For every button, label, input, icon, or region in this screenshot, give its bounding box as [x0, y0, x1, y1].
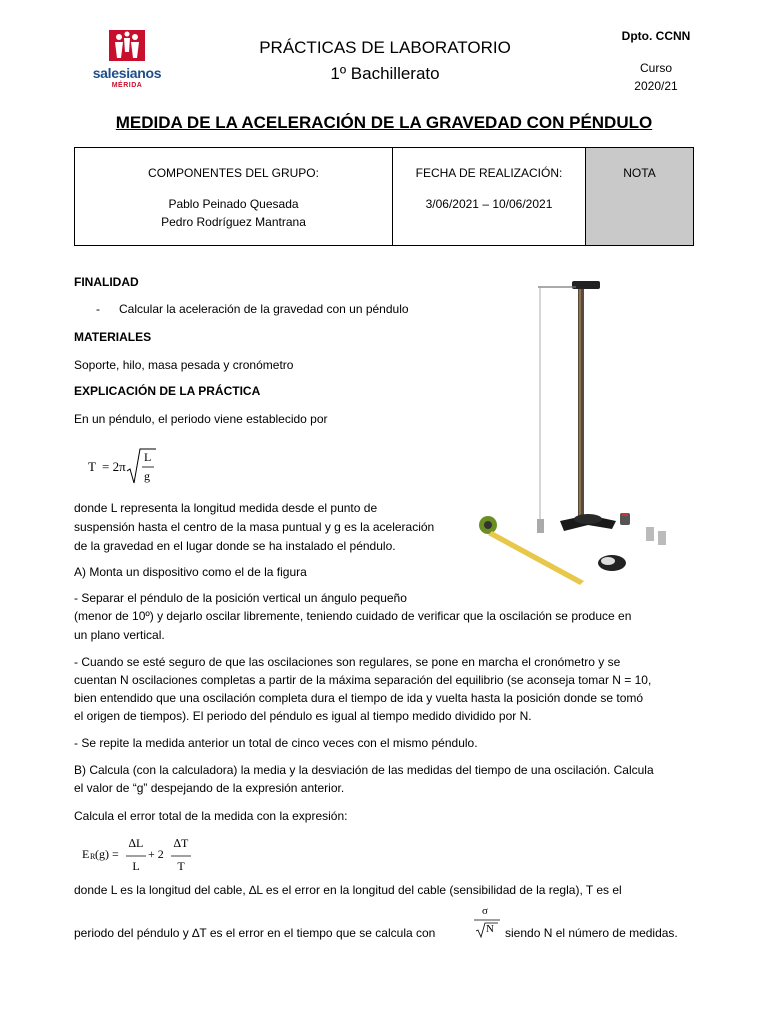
definition-line: donde L representa la longitud medida desde el punto de [74, 501, 378, 515]
members-cell [75, 148, 393, 245]
fraction-numerator: ∆L [128, 836, 144, 850]
date-cell [393, 148, 586, 245]
logo-wordmark: salesianos [92, 65, 162, 81]
fraction-denominator: T [177, 859, 185, 873]
date-header: FECHA DE REALIZACIÓN: [415, 166, 563, 180]
logo-city: MÉRIDA [111, 82, 143, 89]
fraction-numerator: ∆T [173, 836, 189, 850]
formula-subscript: R [90, 852, 96, 861]
formula-symbol: T [88, 459, 96, 474]
grade-header: NOTA [623, 166, 656, 180]
explanation-heading: EXPLICACIÓN DE LA PRÁCTICA [74, 384, 261, 398]
step-a-line: el origen de tiempos). El periodo del péndulo es igual al tiempo medido dividido por N. [74, 709, 532, 723]
step-b-line: B) Calcula (con la calculadora) la media y la desviación de las medidas del tiempo de una oscilación. Calcula [74, 763, 654, 777]
definition-line: suspensión hasta el centro de la masa puntual y g es la aceleración [74, 520, 435, 534]
step-a-line: un plano vertical. [74, 628, 165, 642]
sigma-formula [472, 905, 504, 939]
definition-line: de la gravedad en el lugar donde se ha instalado el péndulo. [74, 539, 396, 553]
step-a-line: - Separar el péndulo de la posición vertical un ángulo pequeño [74, 591, 407, 605]
materials-text: Soporte, hilo, masa pesada y cronómetro [74, 358, 294, 372]
square-root-sign [126, 447, 156, 487]
fraction-numerator: σ [482, 905, 488, 917]
formula-numerator: L [144, 450, 152, 464]
course-year: 2020/21 [634, 79, 678, 93]
explanation-intro: En un péndulo, el periodo viene establecido por [74, 412, 328, 426]
purpose-bullet: Calcular la aceleración de la gravedad con un péndulo [119, 302, 409, 316]
formula-argument: (g) = [95, 847, 119, 861]
error-definition: donde L es la longitud del cable, ∆L es el error en la longitud del cable (sensibilidad de la regla), T es el [74, 883, 622, 897]
grade-cell[interactable] [586, 148, 693, 245]
header-level: 1º Bachillerato [330, 64, 440, 83]
period-formula [88, 447, 168, 487]
formula-denominator: g [144, 469, 150, 483]
step-a-heading: A) Monta un dispositivo como el de la figura [74, 565, 307, 579]
members-header: COMPONENTES DEL GRUPO: [148, 166, 319, 180]
materials-heading: MATERIALES [74, 330, 152, 344]
purpose-heading: FINALIDAD [74, 275, 139, 289]
step-a-line: - Cuando se esté seguro de que las oscilaciones son regulares, se pone en marcha el cronómetro y se [74, 655, 621, 669]
step-b-line: el valor de “g” despejando de la expresión anterior. [74, 781, 345, 795]
step-a-line: cuentan N oscilaciones completas a partir de la máxima separación del equilibrio (se aconseja tomar N = 10, [74, 673, 652, 687]
member-name: Pedro Rodríguez Mantrana [161, 215, 306, 229]
step-a-line: - Se repite la medida anterior un total de cinco veces con el mismo péndulo. [74, 736, 478, 750]
bullet-dash: - [96, 302, 100, 316]
department-label: Dpto. CCNN [621, 29, 691, 43]
formula-symbol: E [82, 847, 90, 861]
course-label: Curso [639, 61, 672, 75]
fraction-denominator: N [486, 923, 494, 935]
error-intro: Calcula el error total de la medida con la expresión: [74, 809, 348, 823]
document-title: MEDIDA DE LA ACELERACIÓN DE LA GRAVEDAD CON PÉNDULO [115, 113, 653, 132]
header-title: PRÁCTICAS DE LABORATORIO [259, 38, 511, 57]
fraction-denominator: L [132, 859, 140, 873]
formula-plus: + 2 [148, 847, 164, 861]
error-definition: periodo del péndulo y ∆T es el error en el tiempo que se calcula con [74, 926, 436, 940]
member-name: Pablo Peinado Quesada [168, 197, 299, 211]
pendulum-setup-photo [476, 275, 682, 585]
formula-equals: = 2π [102, 459, 126, 474]
error-formula [82, 836, 192, 876]
step-a-line: bien entendido que una oscilación completa dura el tiempo de ida y vuelta hasta la posición donde se tomó [74, 691, 644, 705]
group-info-table [74, 147, 694, 246]
step-a-line: (menor de 10º) y dejarlo oscilar libremente, teniendo cuidado de verificar que la oscilación se produce en [74, 609, 632, 623]
error-definition: siendo N el número de medidas. [505, 926, 678, 940]
date-value: 3/06/2021 – 10/06/2021 [425, 197, 553, 211]
